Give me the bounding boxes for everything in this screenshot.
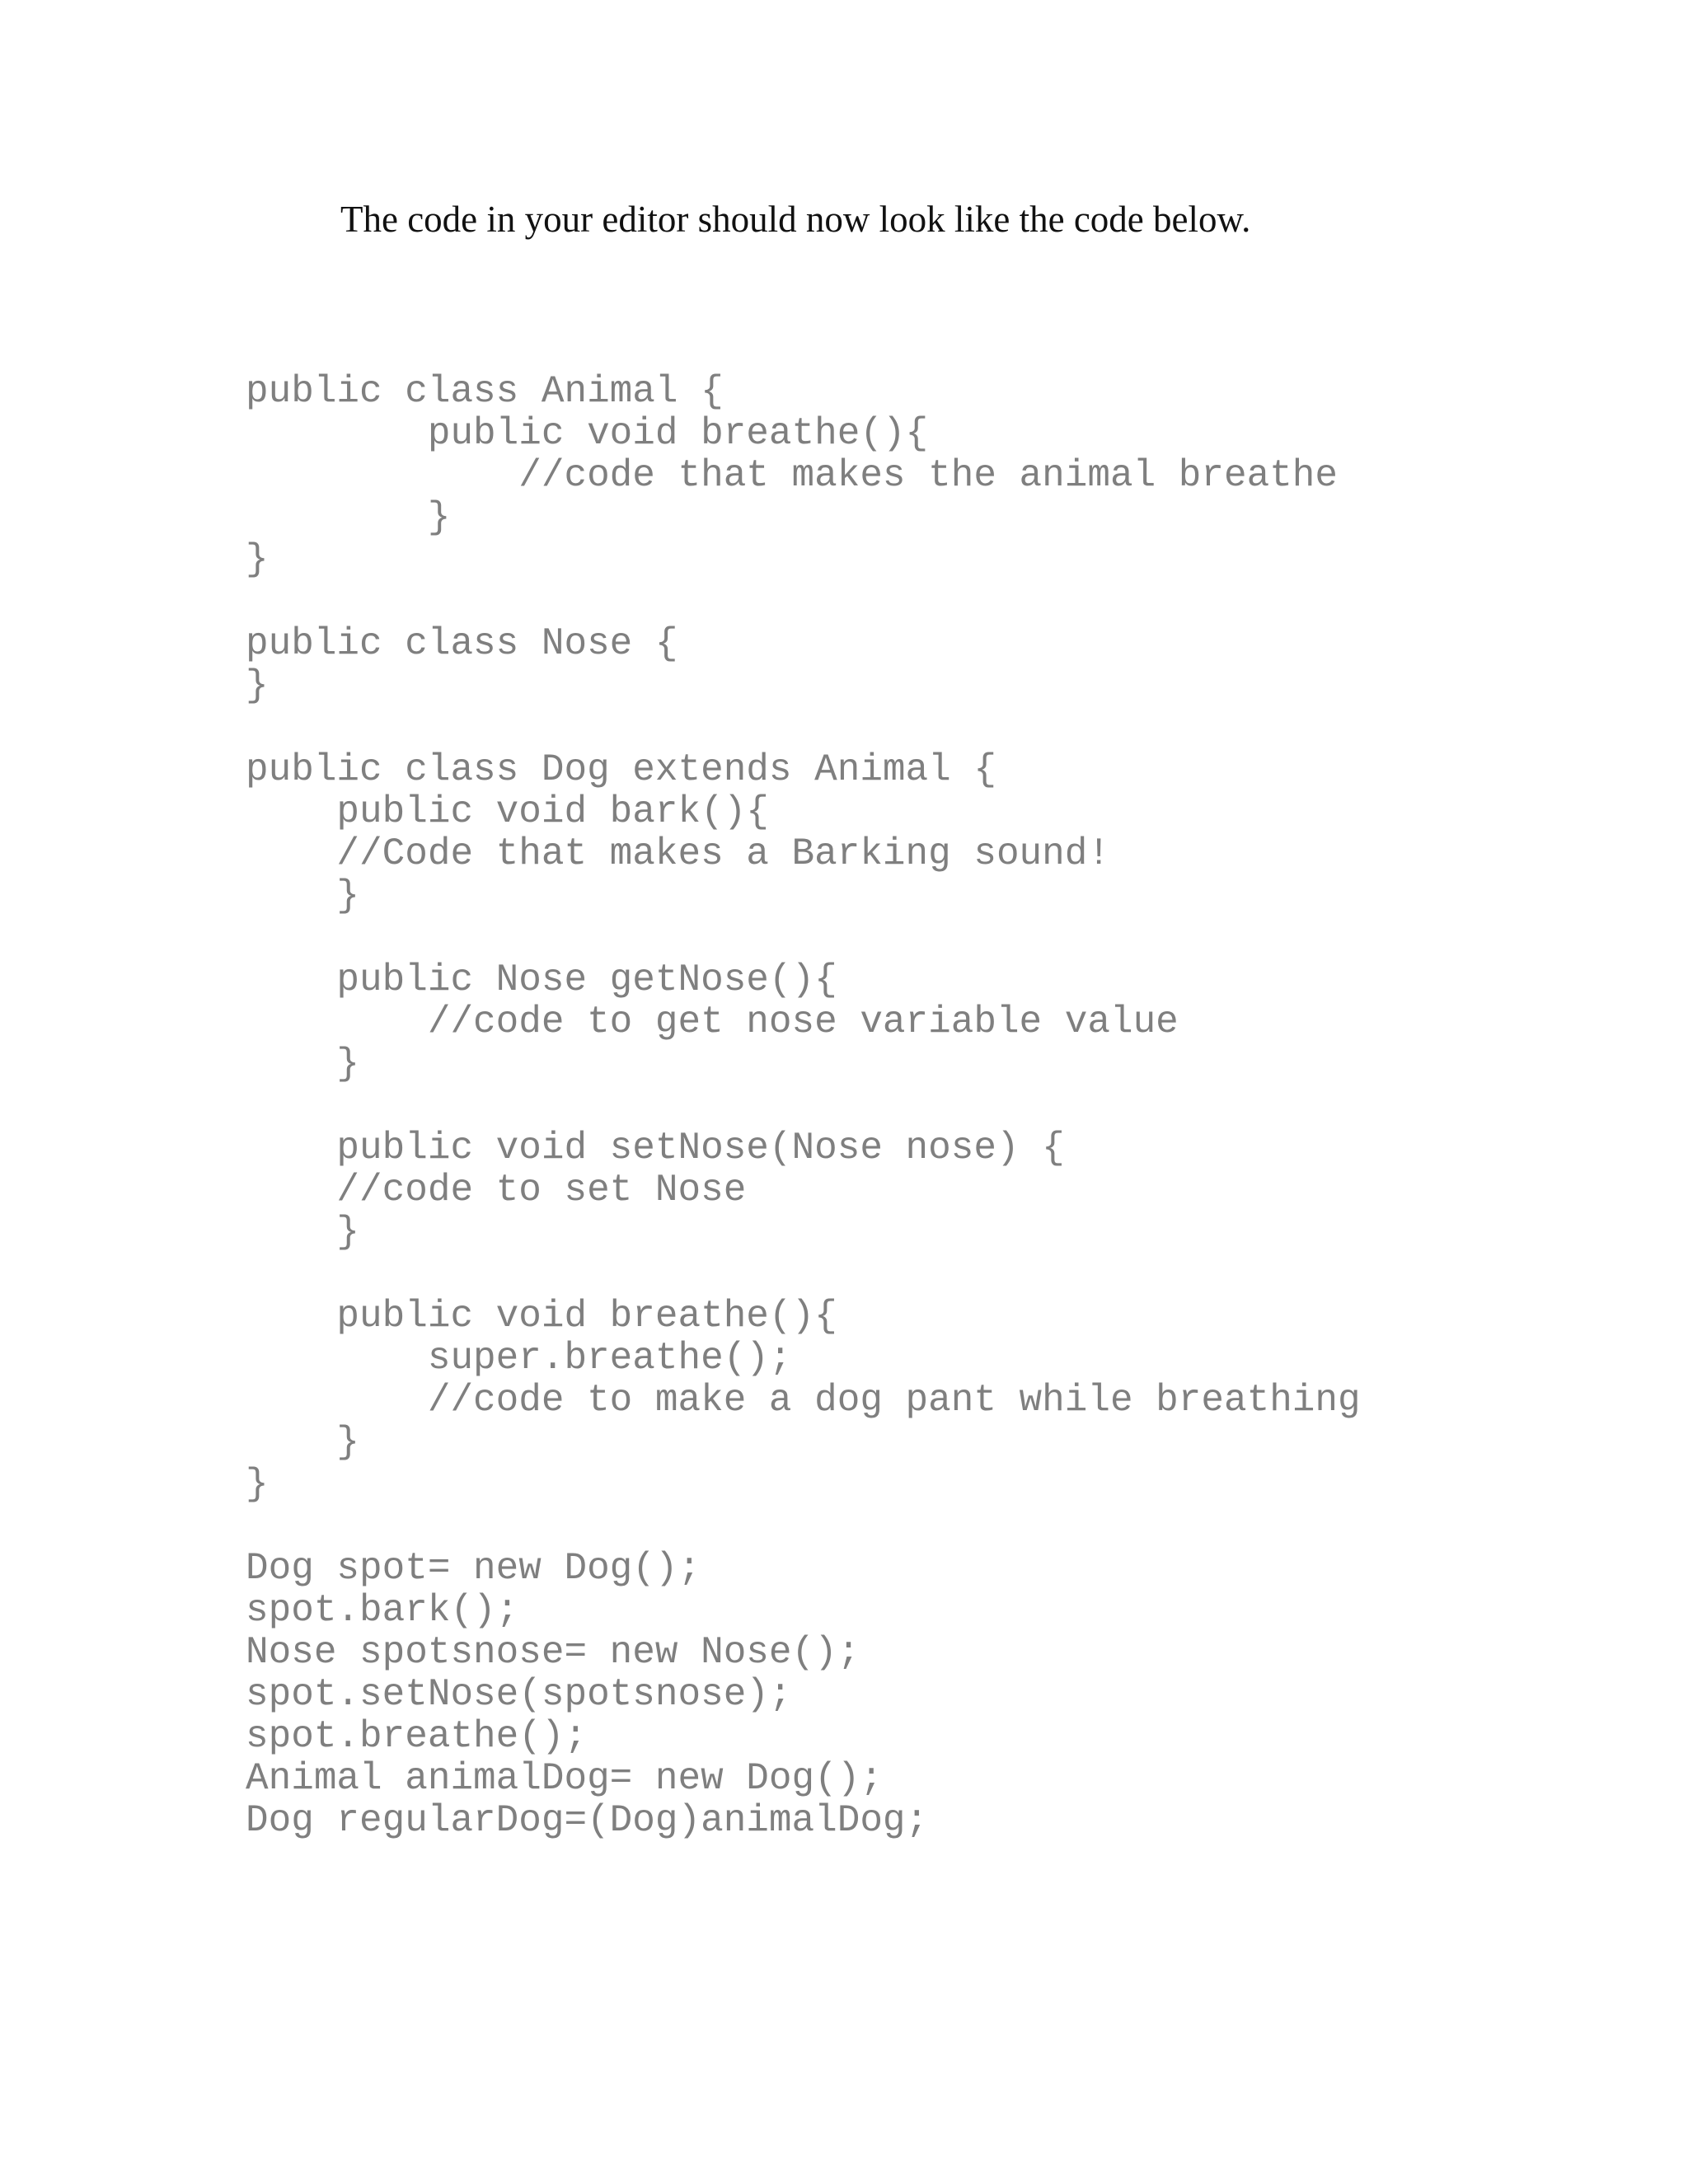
- code-blank-line: [246, 581, 1361, 623]
- code-line: }: [246, 1211, 360, 1254]
- code-line: }: [246, 1043, 360, 1085]
- code-line: public class Dog extends Animal {: [246, 748, 996, 791]
- code-line: }: [246, 496, 451, 539]
- code-line: }: [246, 538, 269, 581]
- code-line: }: [246, 664, 269, 707]
- code-line: public void setNose(Nose nose) {: [246, 1127, 1065, 1169]
- code-line: public class Animal {: [246, 370, 724, 413]
- code-line: spot.breathe();: [246, 1715, 588, 1758]
- code-line: public void breathe(){: [246, 412, 929, 455]
- code-line: //code to make a dog pant while breathing: [246, 1379, 1361, 1422]
- code-line: }: [246, 1463, 269, 1506]
- code-blank-line: [246, 1506, 1361, 1548]
- code-line: Dog regularDog=(Dog)animalDog;: [246, 1799, 929, 1842]
- code-line: public Nose getNose(){: [246, 958, 837, 1001]
- code-line: Nose spotsnose= new Nose();: [246, 1631, 860, 1674]
- code-line: public void breathe(){: [246, 1295, 837, 1338]
- code-line: public void bark(){: [246, 790, 769, 833]
- code-line: }: [246, 874, 360, 917]
- code-blank-line: [246, 1254, 1361, 1296]
- code-line: //code that makes the animal breathe: [246, 454, 1339, 497]
- intro-text: The code in your editor should now look like the code below.: [340, 199, 1251, 240]
- code-line: super.breathe();: [246, 1337, 792, 1380]
- code-line: //code to set Nose: [246, 1169, 747, 1212]
- code-listing: [246, 371, 1361, 1842]
- code-line: spot.setNose(spotsnose);: [246, 1673, 792, 1716]
- code-blank-line: [246, 917, 1361, 959]
- code-line: spot.bark();: [246, 1589, 519, 1632]
- code-blank-line: [246, 707, 1361, 749]
- code-line: Dog spot= new Dog();: [246, 1547, 701, 1590]
- code-line: //code to get nose variable value: [246, 1001, 1179, 1043]
- code-line: public class Nose {: [246, 622, 678, 665]
- code-line: Animal animalDog= new Dog();: [246, 1757, 883, 1800]
- code-blank-line: [246, 1085, 1361, 1127]
- code-line: }: [246, 1421, 360, 1464]
- code-line: //Code that makes a Barking sound!: [246, 832, 1110, 875]
